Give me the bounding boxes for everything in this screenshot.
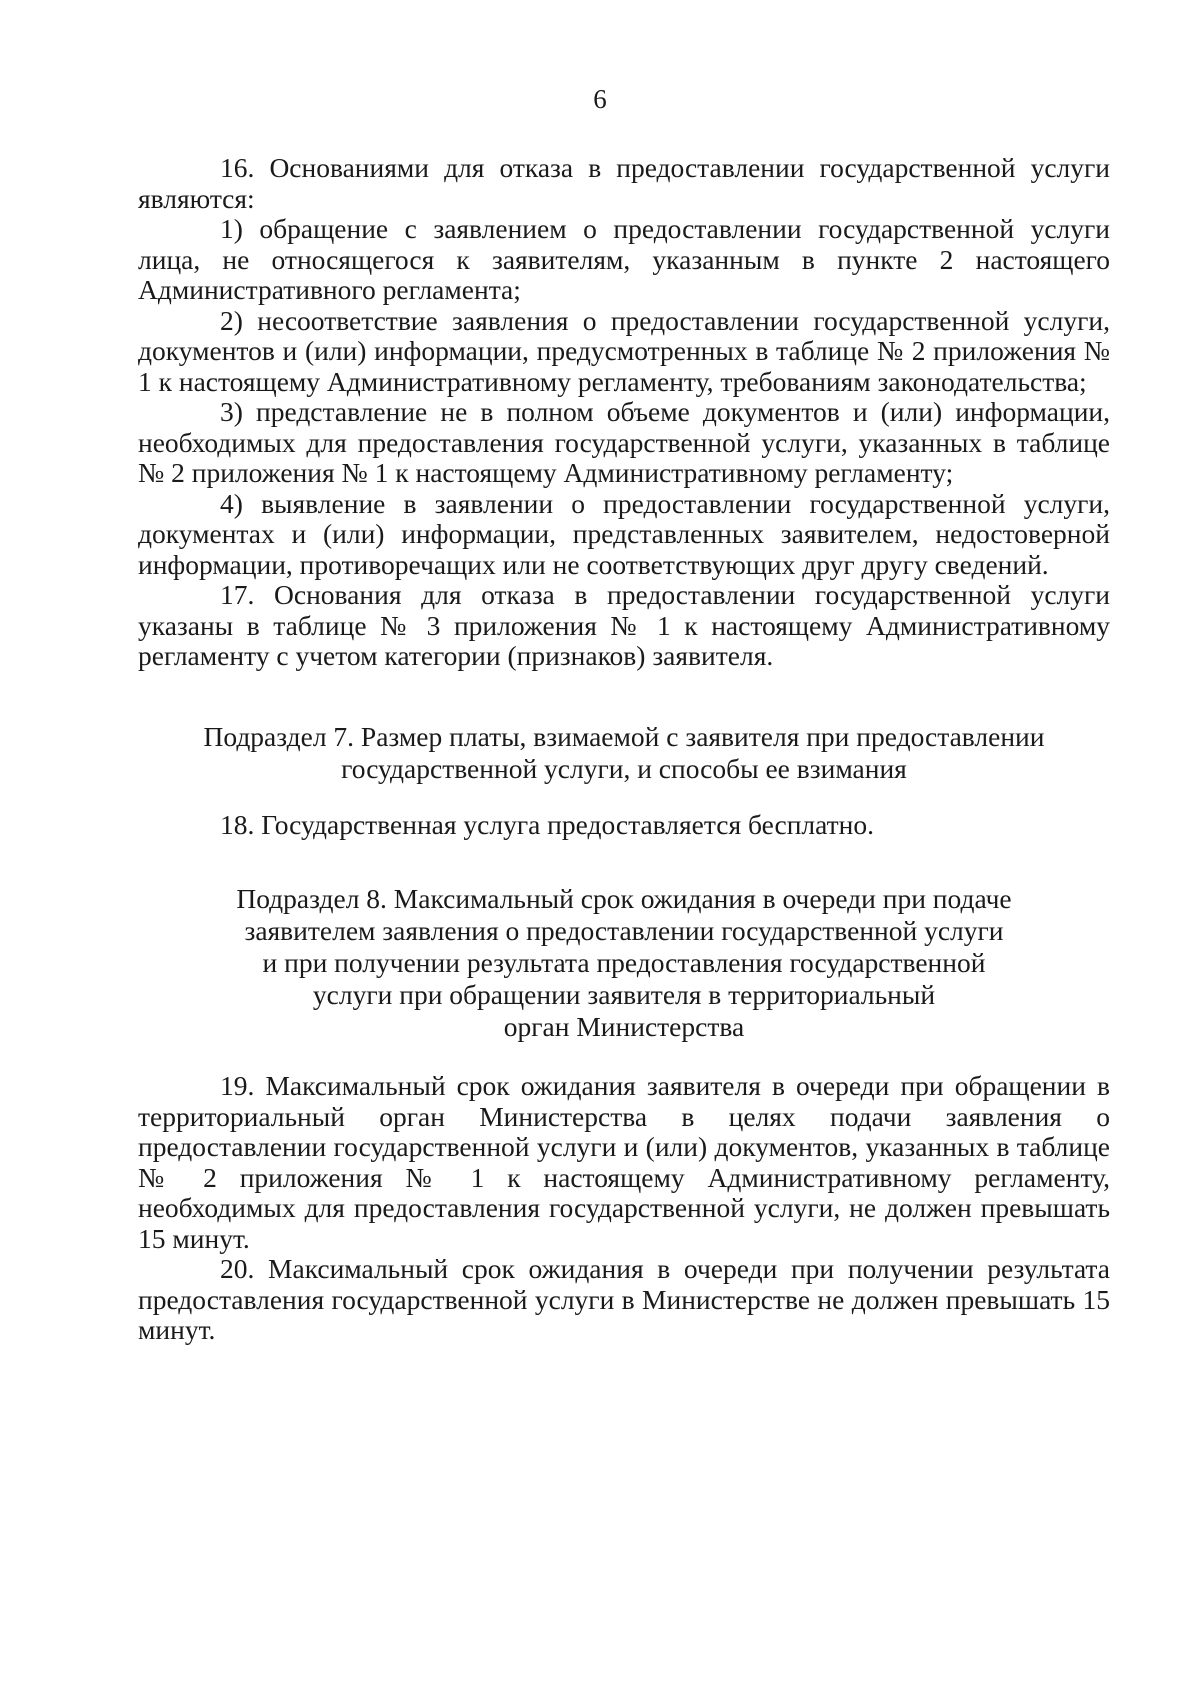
section-16-item-3: 3) представление не в полном объеме документов и (или) информации, необходимых для предоставления государственной услуги, указанных в таблице № 2 приложения № 1 к настоящему Административному регламенту;: [138, 396, 1110, 488]
subsection-8-heading: [138, 883, 1110, 1043]
section-17-text: 17. Основания для отказа в предоставлении государственной услуги указаны в таблице № 3 приложения № 1 к настоящему Административному регламенту с учетом категории (признаков) заявителя.: [138, 579, 1110, 671]
section-16-intro: 16. Основаниями для отказа в предоставлении государственной услуги являются:: [138, 152, 1110, 214]
section-16-block: [138, 153, 1110, 672]
heading-line: орган Министерства: [503, 1011, 745, 1042]
subsection-7-heading: [138, 721, 1110, 785]
heading-line: государственной услуги, и способы ее взимания: [341, 753, 907, 784]
heading-line: заявителем заявления о предоставлении государственной услуги: [244, 915, 1004, 946]
section-16-item-2: 2) несоответствие заявления о предоставлении государственной услуги, документов и (или) информации, предусмотренных в таблице № 2 приложения № 1 к настоящему Административному регламенту, требованиям законодательства;: [138, 304, 1110, 397]
section-20-text: 20. Максимальный срок ожидания в очереди при получении результата предоставления государственной услуги в Министерстве не должен превышать 15 минут.: [138, 1253, 1110, 1345]
section-16-item-1: 1) обращение с заявлением о предоставлении государственной услуги лица, не относящегося к заявителям, указанным в пункте 2 настоящего Административного регламента;: [138, 213, 1110, 305]
heading-line: Подраздел 8. Максимальный срок ожидания в очереди при подаче: [236, 883, 1012, 914]
page-number: 6: [593, 84, 607, 114]
heading-line: услуги при обращении заявителя в территориальный: [312, 979, 936, 1010]
heading-line: Подраздел 7. Размер платы, взимаемой с заявителя при предоставлении: [203, 721, 1045, 752]
heading-line: и при получении результата предоставления государственной: [262, 947, 986, 978]
section-16-item-4: 4) выявление в заявлении о предоставлении государственной услуги, документах и (или) информации, представленных заявителем, недостоверной информации, противоречащих или не соответствующих друг другу сведений.: [138, 487, 1110, 580]
section-19-text: 19. Максимальный срок ожидания заявителя в очереди при обращении в территориальный орган Министерства в целях подачи заявления о предоставлении государственной услуги и (или) документов, указанных в таблице № 2 приложения № 1 к настоящему Административному регламенту, необходимых для предоставления государственной услуги, не должен превышать 15 минут.: [138, 1070, 1110, 1254]
section-19-20-block: [138, 1071, 1110, 1346]
section-18-block: [138, 810, 1110, 841]
section-18-text: 18. Государственная услуга предоставляется бесплатно.: [220, 809, 874, 840]
